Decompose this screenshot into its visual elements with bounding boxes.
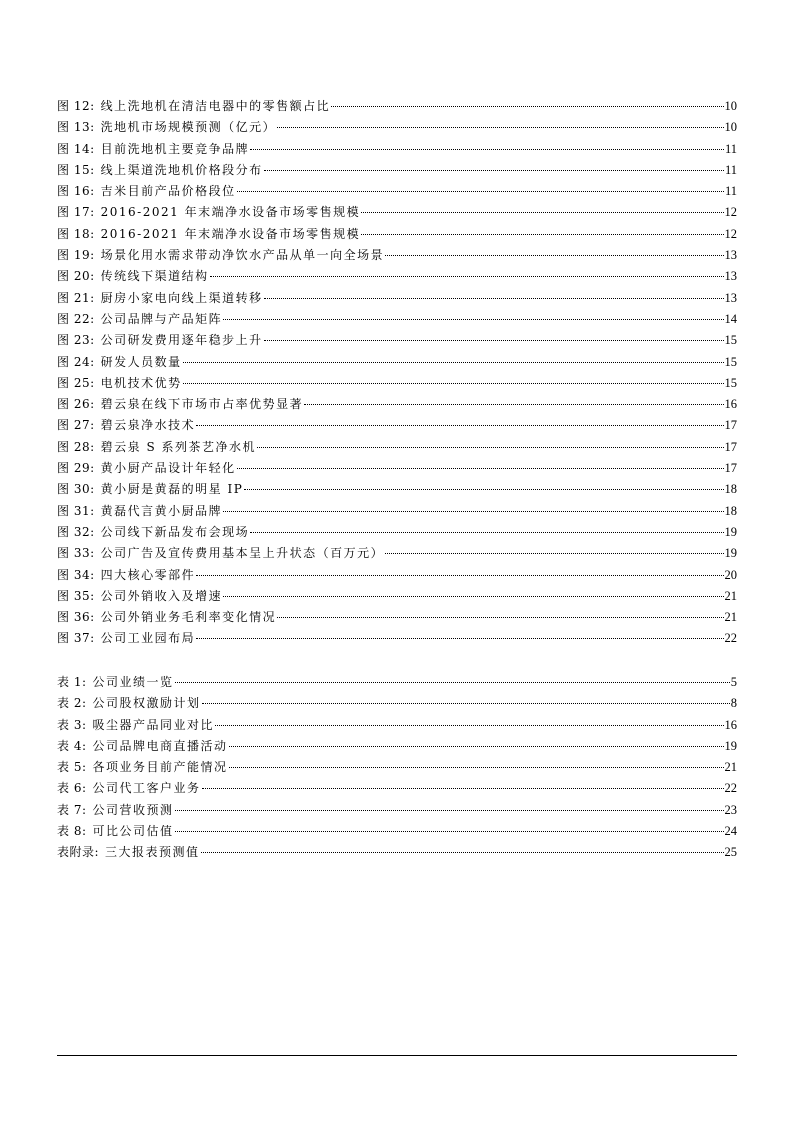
- table-label: 表 3:: [57, 717, 87, 732]
- dot-leader: [201, 852, 724, 853]
- dot-leader: [237, 468, 724, 469]
- dot-leader: [196, 638, 723, 639]
- figure-label: 图 36:: [57, 610, 95, 625]
- page-number: 21: [724, 588, 737, 603]
- page-number: 19: [724, 524, 737, 539]
- dot-leader: [196, 425, 723, 426]
- dot-leader: [175, 831, 724, 832]
- figure-entry[interactable]: [57, 522, 737, 543]
- figure-label: 图 31:: [57, 503, 95, 518]
- figure-title: 目前洗地机主要竞争品牌: [100, 141, 250, 156]
- figure-title: 黄小厨产品设计年轻化: [100, 461, 236, 476]
- figure-label: 图 12:: [57, 99, 95, 113]
- figure-title: 研发人员数量: [100, 354, 182, 369]
- figure-title: 公司工业园布局: [100, 631, 196, 646]
- dot-leader: [244, 489, 723, 490]
- table-label: 表 2:: [57, 696, 87, 711]
- figure-entry[interactable]: [57, 501, 737, 522]
- table-entry[interactable]: [57, 672, 737, 693]
- figure-title: 公司广告及宣传费用基本呈上升状态（百万元）: [100, 546, 385, 561]
- page-number: 12: [724, 205, 737, 220]
- figure-title: 公司外销收入及增速: [100, 588, 223, 603]
- dot-leader: [223, 511, 723, 512]
- dot-leader: [250, 149, 724, 150]
- figure-title: 厨房小家电向线上渠道转移: [100, 290, 263, 305]
- figure-label: 图 18:: [57, 226, 95, 241]
- figure-label: 图 23:: [57, 333, 95, 348]
- figure-label: 图 25:: [57, 375, 95, 390]
- dot-leader: [229, 767, 724, 768]
- page-number: 23: [724, 802, 737, 817]
- page-number: 19: [724, 546, 737, 561]
- page-number: 13: [724, 269, 737, 284]
- figure-label: 图 29:: [57, 461, 95, 476]
- dot-leader: [175, 810, 724, 811]
- figure-entry[interactable]: [57, 181, 737, 202]
- dot-leader: [264, 340, 724, 341]
- page-number: 11: [724, 162, 737, 177]
- figure-entry[interactable]: [57, 437, 737, 458]
- dot-leader: [385, 255, 723, 256]
- figure-label: 图 15:: [57, 162, 95, 177]
- table-entry[interactable]: [57, 715, 737, 736]
- footer-divider: [57, 1055, 737, 1056]
- table-entry[interactable]: [57, 693, 737, 714]
- figure-entry[interactable]: [57, 117, 737, 138]
- figure-entry[interactable]: [57, 224, 737, 245]
- page-number: 16: [724, 397, 737, 412]
- page-number: 22: [724, 631, 737, 646]
- page-number: 17: [724, 418, 737, 433]
- table-entry[interactable]: [57, 842, 737, 863]
- page-number: 13: [724, 248, 737, 263]
- figure-title: 碧云泉净水技术: [100, 418, 196, 433]
- figure-label: 图 32:: [57, 524, 95, 539]
- table-label: 表 8:: [57, 824, 87, 839]
- page-number: 15: [724, 354, 737, 369]
- figure-title: 传统线下渠道结构: [100, 269, 209, 284]
- page-number: 21: [724, 760, 737, 775]
- table-label: 表附录:: [57, 845, 100, 860]
- figure-title: 线上洗地机在清洁电器中的零售额占比: [100, 99, 331, 113]
- page-number: 18: [724, 503, 737, 518]
- figure-title: 洗地机市场规模预测（亿元）: [100, 120, 277, 135]
- dot-leader: [202, 703, 730, 704]
- page-number: 10: [724, 120, 737, 135]
- dot-leader: [264, 170, 724, 171]
- table-title: 公司业绩一览: [92, 675, 174, 689]
- page-number: 11: [724, 141, 737, 156]
- figure-label: 图 28:: [57, 439, 95, 454]
- figure-title: 黄小厨是黄磊的明星 IP: [100, 482, 244, 497]
- figure-index: [57, 96, 737, 650]
- figure-label: 图 14:: [57, 141, 95, 156]
- figure-label: 图 37:: [57, 631, 95, 646]
- dot-leader: [257, 447, 724, 448]
- table-label: 表 6:: [57, 781, 87, 796]
- figure-label: 图 22:: [57, 311, 95, 326]
- table-entry[interactable]: [57, 778, 737, 799]
- figure-label: 图 13:: [57, 120, 95, 135]
- figure-entry[interactable]: [57, 96, 737, 117]
- table-label: 表 1:: [57, 675, 87, 689]
- figure-entry[interactable]: [57, 288, 737, 309]
- page-number: 24: [724, 824, 737, 839]
- figure-label: 图 21:: [57, 290, 95, 305]
- dot-leader: [250, 532, 723, 533]
- figure-label: 图 35:: [57, 588, 95, 603]
- figure-title: 碧云泉在线下市场市占率优势显著: [100, 397, 304, 412]
- figure-label: 图 27:: [57, 418, 95, 433]
- dot-leader: [223, 319, 723, 320]
- dot-leader: [264, 298, 724, 299]
- dot-leader: [331, 106, 723, 107]
- figure-entry[interactable]: [57, 373, 737, 394]
- figure-label: 图 19:: [57, 248, 95, 263]
- figure-label: 图 17:: [57, 205, 95, 220]
- figure-title: 电机技术优势: [100, 375, 182, 390]
- dot-leader: [304, 404, 723, 405]
- figure-label: 图 34:: [57, 567, 95, 582]
- page-number: 19: [724, 738, 737, 753]
- figure-title: 黄磊代言黄小厨品牌: [100, 503, 223, 518]
- figure-entry[interactable]: [57, 415, 737, 436]
- figure-label: 图 24:: [57, 354, 95, 369]
- figure-title: 公司品牌与产品矩阵: [100, 311, 223, 326]
- figure-entry[interactable]: [57, 628, 737, 649]
- table-entry[interactable]: [57, 821, 737, 842]
- dot-leader: [229, 746, 724, 747]
- dot-leader: [223, 596, 723, 597]
- figure-title: 公司研发费用逐年稳步上升: [100, 333, 263, 348]
- table-title: 公司股权激励计划: [92, 696, 201, 711]
- figure-entry[interactable]: [57, 565, 737, 586]
- figure-label: 图 20:: [57, 269, 95, 284]
- table-title: 公司代工客户业务: [92, 781, 201, 796]
- page-number: 25: [724, 845, 737, 860]
- figure-title: 四大核心零部件: [100, 567, 196, 582]
- figure-entry[interactable]: [57, 202, 737, 223]
- figure-entry[interactable]: [57, 607, 737, 628]
- table-title: 吸尘器产品同业对比: [92, 717, 215, 732]
- table-index: [57, 672, 737, 864]
- page-number: 15: [724, 333, 737, 348]
- figure-entry[interactable]: [57, 160, 737, 181]
- figure-title: 碧云泉 S 系列茶艺净水机: [100, 439, 256, 454]
- table-entry[interactable]: [57, 736, 737, 757]
- page-number: 22: [724, 781, 737, 796]
- figure-entry[interactable]: [57, 586, 737, 607]
- dot-leader: [277, 617, 723, 618]
- page-number: 11: [724, 184, 737, 199]
- figure-entry[interactable]: [57, 543, 737, 564]
- figure-title: 公司外销业务毛利率变化情况: [100, 610, 277, 625]
- table-title: 各项业务目前产能情况: [92, 760, 228, 775]
- dot-leader: [202, 788, 724, 789]
- page-number: 5: [730, 675, 737, 689]
- dot-leader: [277, 127, 723, 128]
- table-title: 可比公司估值: [92, 824, 174, 839]
- table-title: 公司营收预测: [92, 802, 174, 817]
- page-number: 21: [724, 610, 737, 625]
- figure-entry[interactable]: [57, 352, 737, 373]
- figure-label: 图 30:: [57, 482, 95, 497]
- figure-entry[interactable]: [57, 458, 737, 479]
- page-number: 18: [724, 482, 737, 497]
- dot-leader: [215, 725, 723, 726]
- figure-title: 2016-2021 年末端净水设备市场零售规模: [100, 226, 361, 241]
- dot-leader: [237, 191, 724, 192]
- figure-entry[interactable]: [57, 479, 737, 500]
- figure-title: 2016-2021 年末端净水设备市场零售规模: [100, 205, 361, 220]
- page-number: 10: [724, 99, 737, 113]
- table-label: 表 4:: [57, 738, 87, 753]
- table-entry[interactable]: [57, 800, 737, 821]
- page-number: 14: [724, 311, 737, 326]
- dot-leader: [183, 383, 724, 384]
- table-entry[interactable]: [57, 757, 737, 778]
- page-number: 16: [724, 717, 737, 732]
- table-label: 表 7:: [57, 802, 87, 817]
- page-number: 20: [724, 567, 737, 582]
- page-number: 15: [724, 375, 737, 390]
- figure-entry[interactable]: [57, 139, 737, 160]
- page-number: 17: [724, 439, 737, 454]
- figure-title: 吉米目前产品价格段位: [100, 184, 236, 199]
- dot-leader: [361, 234, 723, 235]
- dot-leader: [196, 575, 723, 576]
- figure-title: 公司线下新品发布会现场: [100, 524, 250, 539]
- dot-leader: [385, 553, 723, 554]
- table-title: 三大报表预测值: [105, 845, 200, 860]
- dot-leader: [183, 362, 724, 363]
- page-number: 17: [724, 461, 737, 476]
- page-number: 13: [724, 290, 737, 305]
- dot-leader: [175, 682, 730, 683]
- dot-leader: [361, 212, 723, 213]
- page-number: 8: [730, 696, 737, 711]
- figure-entry[interactable]: [57, 330, 737, 351]
- figure-label: 图 33:: [57, 546, 95, 561]
- figure-label: 图 26:: [57, 397, 95, 412]
- figure-label: 图 16:: [57, 184, 95, 199]
- figure-entry[interactable]: [57, 266, 737, 287]
- figure-entry[interactable]: [57, 245, 737, 266]
- figure-entry[interactable]: [57, 394, 737, 415]
- figure-title: 场景化用水需求带动净饮水产品从单一向全场景: [100, 248, 385, 263]
- table-label: 表 5:: [57, 760, 87, 775]
- table-title: 公司品牌电商直播活动: [92, 738, 228, 753]
- figure-title: 线上渠道洗地机价格段分布: [100, 162, 263, 177]
- page-number: 12: [724, 226, 737, 241]
- figure-entry[interactable]: [57, 309, 737, 330]
- dot-leader: [210, 276, 724, 277]
